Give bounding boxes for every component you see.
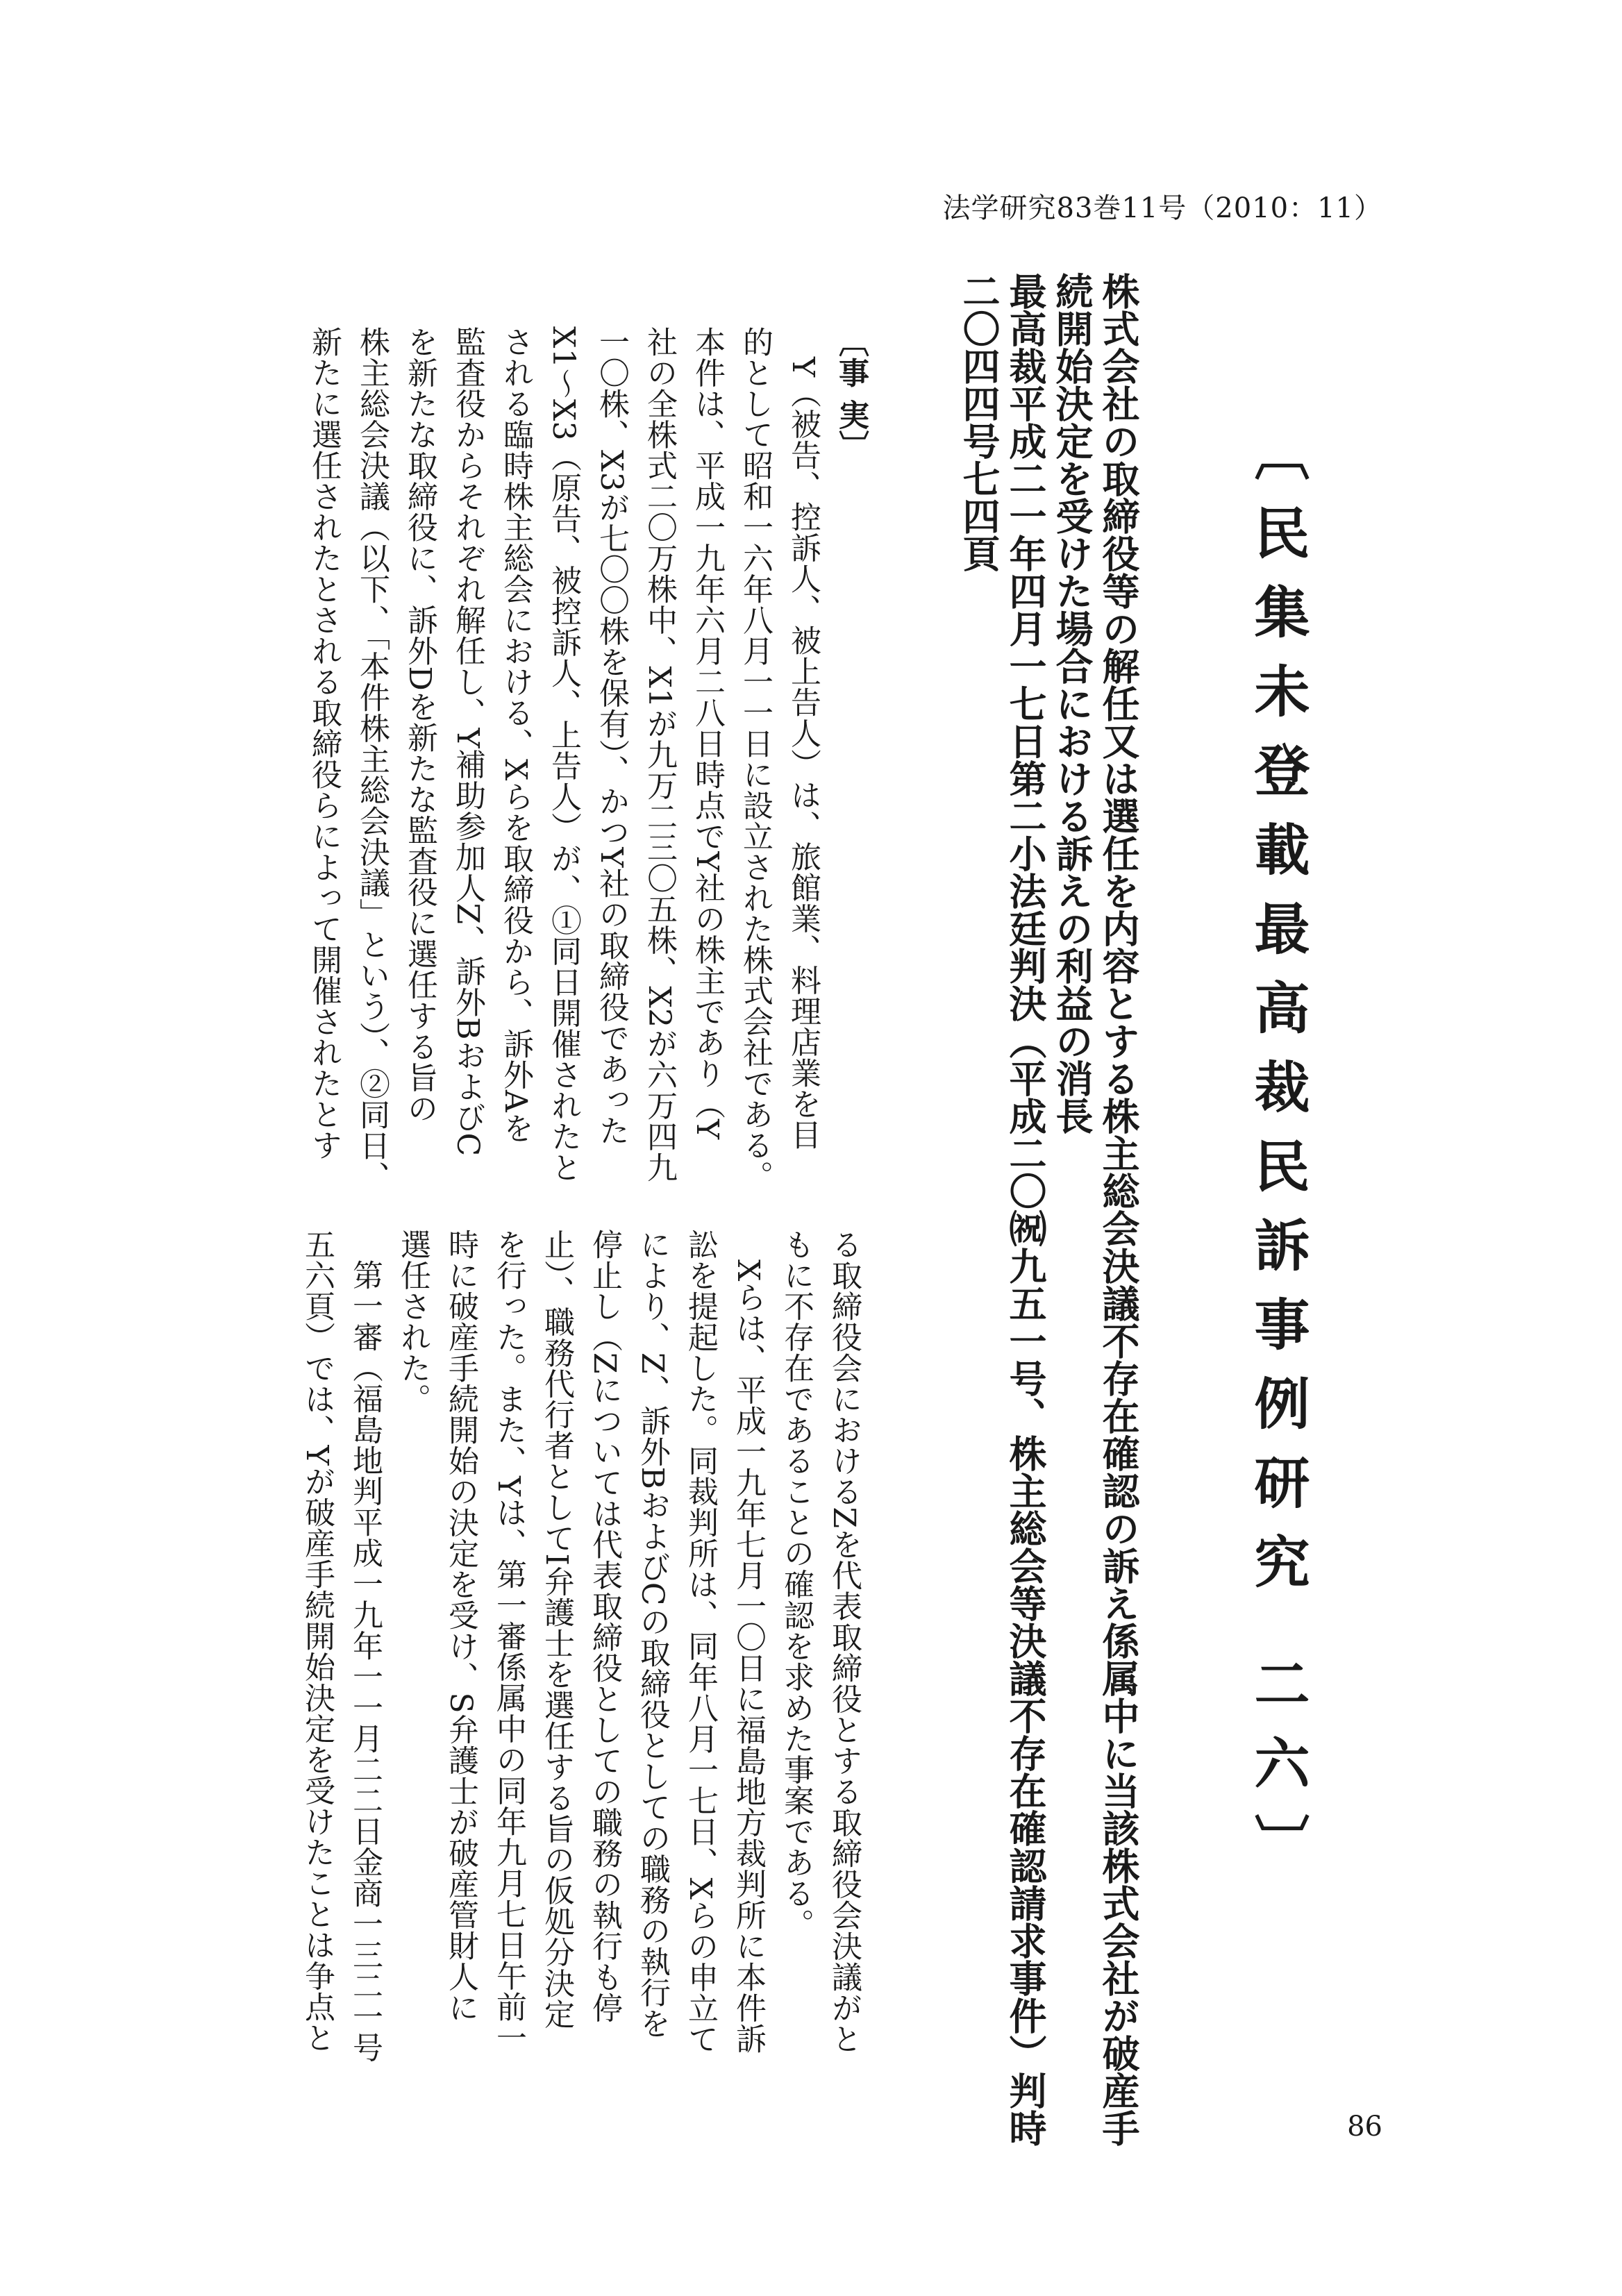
text-line: 第一審（福島地判平成一九年一一月二二日金商一三二一号 (347, 1259, 383, 2063)
text-line: 選任された。 (395, 1229, 430, 1414)
text-line: もに不存在であることの確認を求めた事案である。 (778, 1229, 814, 1940)
text-line: 監査役からそれぞれ解任し、Y補助参加人Z、訴外BおよびC (450, 326, 485, 1157)
text-line: 株主総会決議（以下、「本件株主総会決議」という）、②同日、 (354, 326, 390, 1192)
text-line: 五六頁）では、Yが破産手続開始決定を受けたことは争点と (299, 1229, 335, 2053)
text-line: る取締役会におけるZを代表取締役とする取締役会決議がと (826, 1229, 862, 2054)
text-line: 止）、職務代行者としてI弁護士を選任する旨の仮処分決定 (539, 1229, 574, 2029)
running-header: 法学研究83巻11号（2010：11） (942, 192, 1382, 224)
case-title-line: 株式会社の取締役等の解任又は選任を内容とする株主総会決議不存在確認の訴え係属中に当該株式会社が破産手 (1096, 272, 1141, 2147)
text-line: 訟を提起した。同裁判所は、同年八月一七日、Xらの申立て (683, 1229, 718, 2054)
text-line: を新たな取締役に、訴外Dを新たな監査役に選任する旨の (402, 326, 437, 1124)
body-column-1 (194, 326, 875, 1192)
text-line: 新たに選任されたとされる取締役らによって開催されたとす (306, 326, 342, 1161)
text-line: Y（被告、控訴人、被上告人）は、旅館業、料理店業を目 (785, 357, 821, 1150)
body-column-2 (278, 1229, 868, 2083)
text-line: X1～X3（原告、被控訴人、上告人）が、①同日開催されたと (546, 326, 581, 1183)
text-line: 停止し（Zについては代表取締役としての職務の執行も停 (587, 1229, 622, 2023)
page-number: 86 (1347, 2111, 1382, 2143)
case-title (857, 272, 1142, 2147)
case-citation-line: 最高裁平成二一年四月一七日第二小法廷判決（平成二〇㈷九五一号、株主総会等決議不存在確認請求事件）判時 (1003, 272, 1048, 2147)
text-line: を行った。また、Yは、第一審係属中の同年九月七日午前一 (491, 1229, 526, 2053)
text-line: 時に破産手続開始の決定を受け、S弁護士が破産管財人に (443, 1229, 478, 2023)
text-line: Xらは、平成一九年七月一〇日に福島地方裁判所に本件訴 (730, 1259, 766, 2054)
case-citation-line: 二〇四四号七四頁 (957, 272, 1001, 572)
text-line: される臨時株主総会における、Xらを取締役から、訴外Aを (498, 326, 533, 1143)
text-line: により、Z、訴外BおよびCの取締役としての職務の執行を (635, 1229, 670, 2039)
series-title: 〔民集未登載最高裁民訴事例研究 二六〕 (1245, 425, 1310, 1893)
text-line: 社の全株式二〇万株中、X1が九万二三〇五株、X2が六万四九 (642, 326, 677, 1183)
section-heading: 〔事 実〕 (833, 326, 869, 461)
text-line: 的として昭和一六年八月一一日に設立された株式会社である。 (737, 326, 773, 1191)
text-line: 一〇株、X3が七〇〇株を保有）、かつY社の取締役であった (594, 326, 629, 1146)
case-title-line: 続開始決定を受けた場合における訴えの利益の消長 (1050, 272, 1094, 1134)
text-line: 本件は、平成一九年六月二八日時点でY社の株主であり（Y (689, 326, 725, 1140)
